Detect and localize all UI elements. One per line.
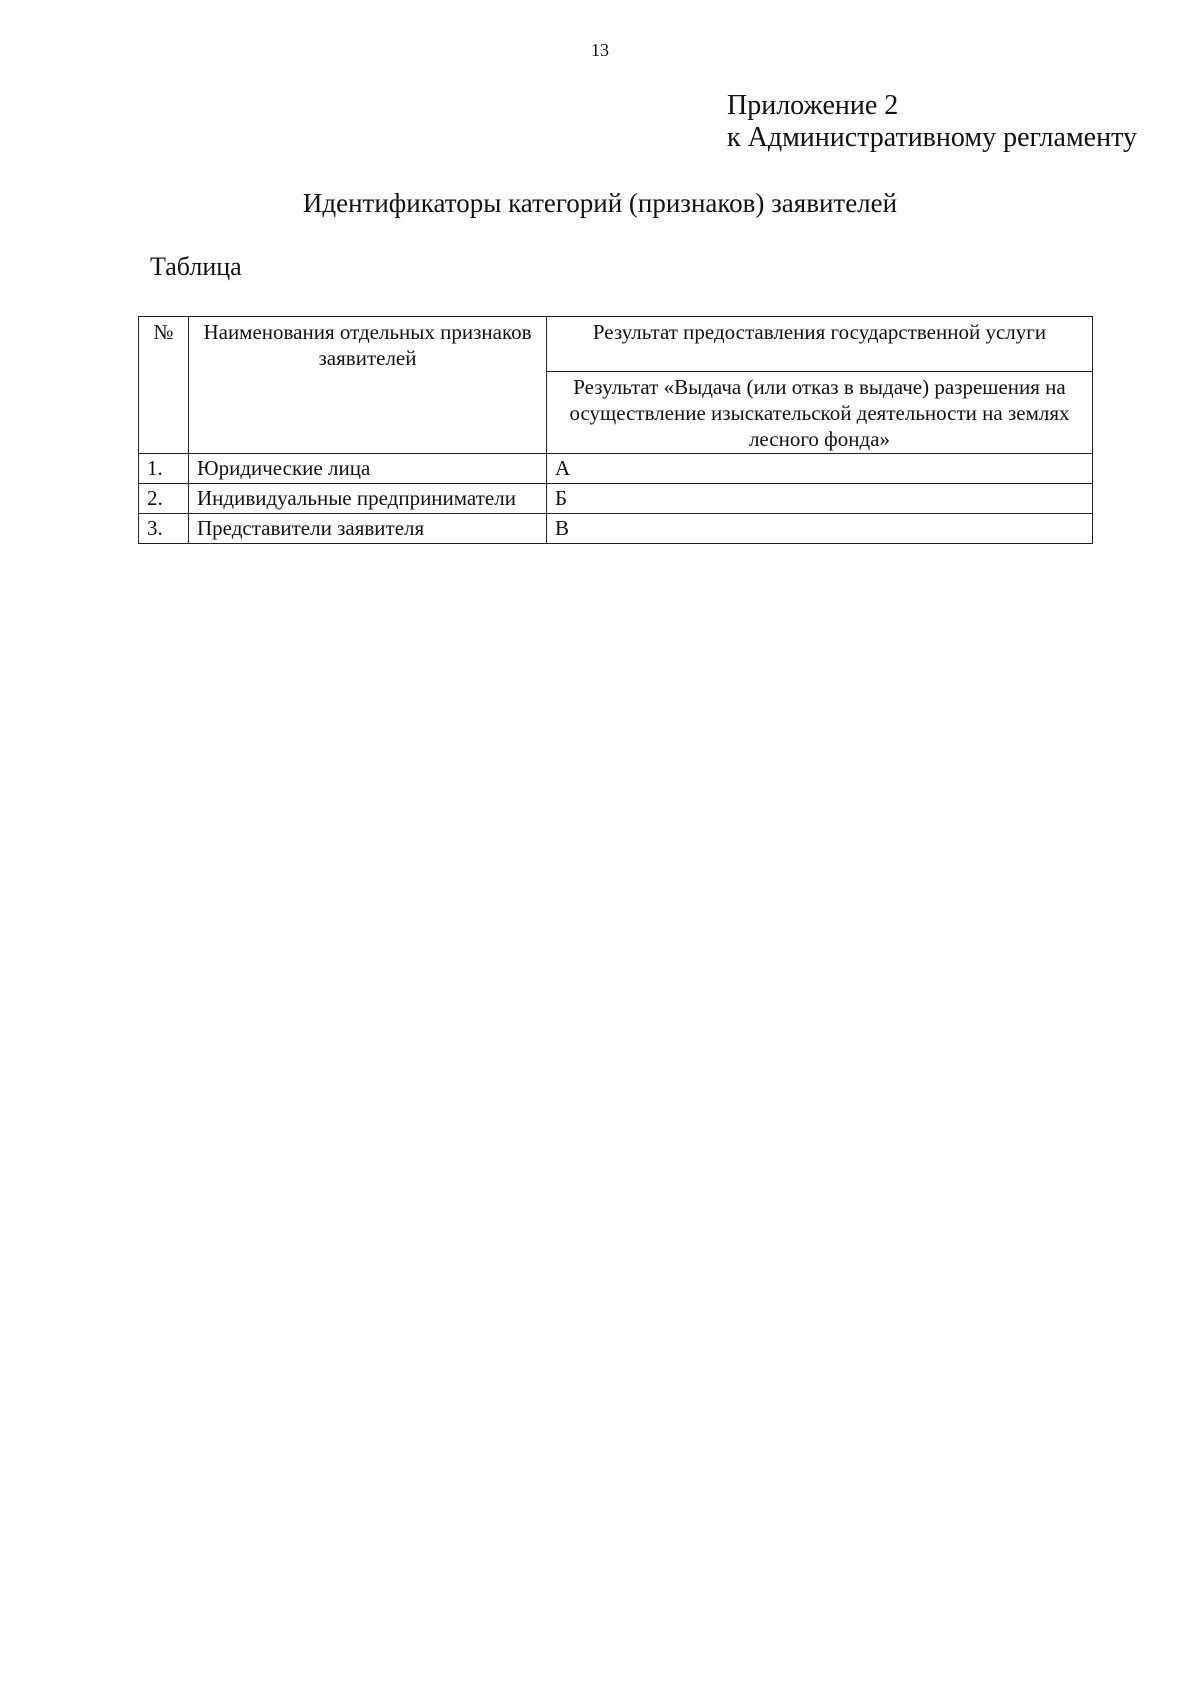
appendix-line-2: к Административному регламенту [727,122,1137,153]
appendix-line-1: Приложение 2 [727,90,899,121]
appendix-heading [727,90,1137,154]
table-row [139,484,1093,514]
header-result-group: Результат предоставления государственной услуги [547,317,1093,372]
page-number: 13 [591,40,609,60]
row-number: 2. [139,484,189,514]
row-number: 1. [139,454,189,484]
table-label: Таблица [150,252,242,281]
table-header-row [139,317,1093,372]
table-row [139,514,1093,544]
row-code: В [547,514,1093,544]
row-code: Б [547,484,1093,514]
row-name: Индивидуальные предприниматели [189,484,547,514]
document-title: Идентификаторы категорий (признаков) заявителей [302,188,898,218]
row-name: Представители заявителя [189,514,547,544]
header-result-sub: Результат «Выдача (или отказ в выдаче) разрешения на осуществление изыскательской деятельности на землях лесного фонда» [547,372,1093,454]
row-number: 3. [139,514,189,544]
header-number: № [139,317,189,454]
row-code: А [547,454,1093,484]
header-name: Наименования отдельных признаков заявителей [189,317,547,454]
identifiers-table [138,316,1093,544]
table-row [139,454,1093,484]
row-name: Юридические лица [189,454,547,484]
